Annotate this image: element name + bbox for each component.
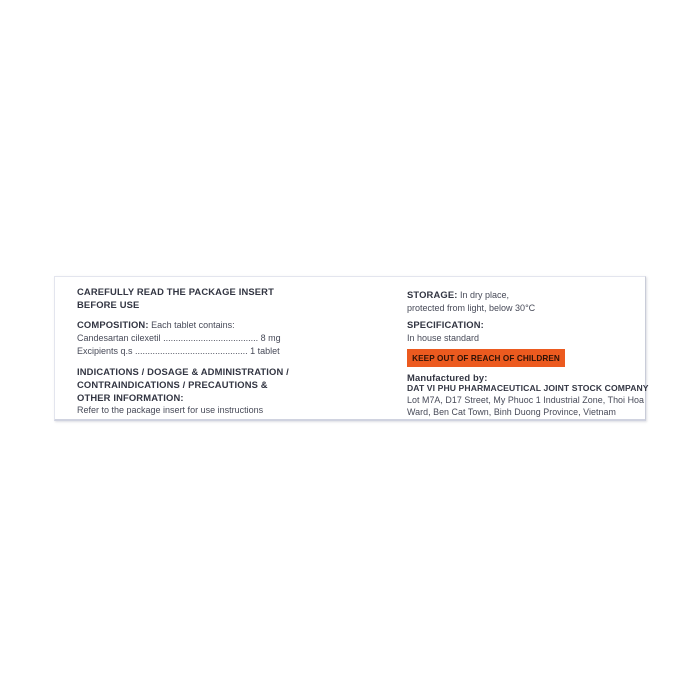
ingredient-row-1 (77, 333, 281, 344)
company-name: DAT VI PHU PHARMACEUTICAL JOINT STOCK COMPANY (407, 383, 649, 393)
storage-row (407, 289, 509, 301)
indications-heading-line1: INDICATIONS / DOSAGE & ADMINISTRATION / (77, 366, 289, 377)
composition-row (77, 319, 235, 331)
ingredient-row-2 (77, 346, 280, 357)
ingredient-2-dots: ............................................. (135, 346, 248, 356)
manufactured-by-heading: Manufactured by: (407, 372, 488, 383)
storage-line1: In dry place, (460, 290, 510, 300)
address-line1: Lot M7A, D17 Street, My Phuoc 1 Industrial Zone, Thoi Hoa (407, 395, 645, 405)
specification-text: In house standard (407, 333, 480, 343)
specification-heading: SPECIFICATION: (407, 319, 484, 330)
address-line2: Ward, Ben Cat Town, Binh Duong Province, Vietnam (407, 407, 616, 417)
keep-out-of-reach-badge (407, 349, 565, 367)
ingredient-1-name: Candesartan cilexetil (77, 333, 161, 343)
ingredient-2-amount: 1 tablet (250, 346, 280, 356)
storage-heading: STORAGE: (407, 289, 458, 300)
ingredient-1-dots: ...................................... (163, 333, 259, 343)
composition-text: Each tablet contains: (151, 320, 235, 330)
read-insert-heading-line2: BEFORE USE (77, 299, 140, 310)
read-insert-heading-line1: CAREFULLY READ THE PACKAGE INSERT (77, 286, 274, 297)
indications-heading-line3: OTHER INFORMATION: (77, 392, 184, 403)
refer-instructions-text: Refer to the package insert for use instructions (77, 405, 264, 415)
storage-line2: protected from light, below 30°C (407, 303, 536, 313)
ingredient-1-amount: 8 mg (260, 333, 281, 343)
warning-text: KEEP OUT OF REACH OF CHILDREN (412, 353, 560, 363)
package-side-panel (54, 276, 649, 421)
ingredient-2-name: Excipients q.s (77, 346, 133, 356)
indications-heading-line2: CONTRAINDICATIONS / PRECAUTIONS & (77, 379, 268, 390)
composition-heading: COMPOSITION: (77, 319, 149, 330)
